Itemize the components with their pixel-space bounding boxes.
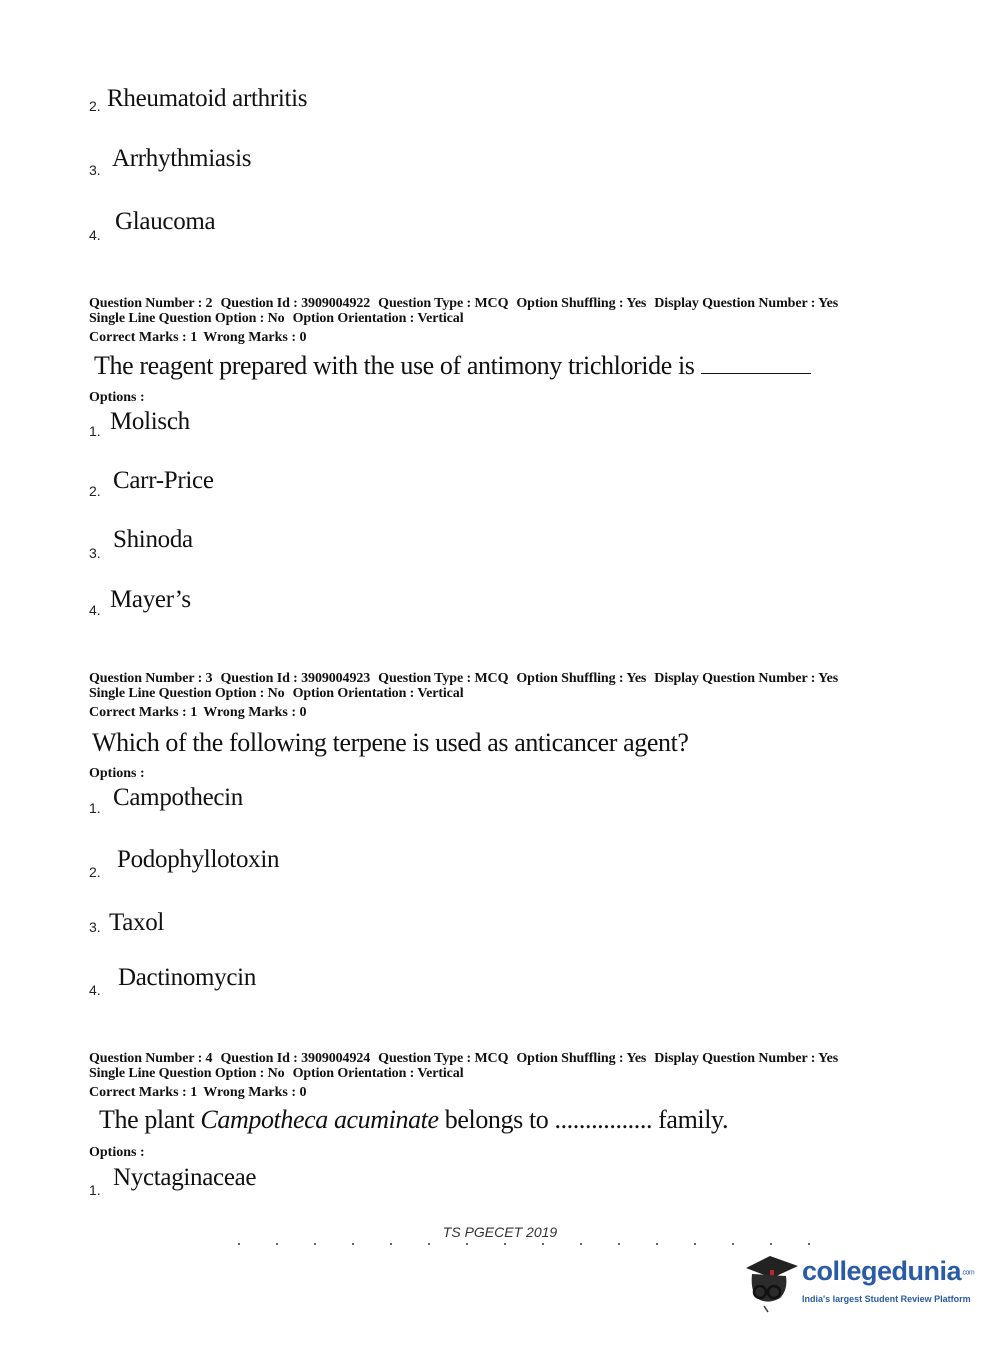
option-text: Dactinomycin <box>118 964 257 991</box>
question-meta: Question Number : 2 Question Id : 3909004922 Question Type : MCQ Option Shuffling : Yes Display Question Number : Yes Single Line Question Option : No Option Orientation : Vertical <box>89 296 839 326</box>
option-number: 2. <box>89 864 101 880</box>
options-label: Options : <box>89 390 145 405</box>
logo-brand: collegedunia.com <box>802 1256 975 1286</box>
question-text: The reagent prepared with the use of antimony trichloride is <box>94 351 811 381</box>
option-number: 4. <box>89 982 101 998</box>
option-text: Nyctaginaceae <box>113 1164 257 1191</box>
option-text: Rheumatoid arthritis <box>107 85 308 112</box>
option-number: 1. <box>89 1182 101 1198</box>
question-text: Which of the following terpene is used as anticancer agent? <box>92 728 689 757</box>
option-number: 3. <box>89 545 101 561</box>
options-label: Options : <box>89 766 145 781</box>
option-text: Campothecin <box>113 784 244 811</box>
option-number: 4. <box>89 602 101 618</box>
option-text: Carr-Price <box>113 467 214 494</box>
option-text: Molisch <box>110 408 190 435</box>
logo-tagline: India's largest Student Review Platform <box>802 1294 971 1304</box>
option-text: Taxol <box>109 909 165 936</box>
collegedunia-logo <box>740 1250 975 1314</box>
question-meta: Question Number : 3 Question Id : 3909004923 Question Type : MCQ Option Shuffling : Yes Display Question Number : Yes Single Line Question Option : No Option Orientation : Vertical <box>89 671 839 701</box>
option-number: 1. <box>89 800 101 816</box>
logo-suffix: .com <box>961 1269 975 1277</box>
answer-blank <box>701 353 811 374</box>
option-text: Arrhythmiasis <box>112 145 252 172</box>
option-text: Podophyllotoxin <box>117 846 280 873</box>
question-text: The plant Campotheca acuminate belongs to ................ family. <box>99 1105 729 1134</box>
page-footer: TS PGECET 2019 <box>442 1224 558 1240</box>
option-number: 2. <box>89 483 101 499</box>
option-text: Shinoda <box>113 526 193 553</box>
question-marks: Correct Marks : 1 Wrong Marks : 0 <box>89 705 307 720</box>
option-text: Glaucoma <box>115 208 216 235</box>
option-text: Mayer’s <box>110 586 191 613</box>
question-marks: Correct Marks : 1 Wrong Marks : 0 <box>89 330 307 345</box>
options-label: Options : <box>89 1145 145 1160</box>
option-number: 2. <box>89 98 101 114</box>
graduate-mascot-icon <box>740 1250 804 1314</box>
option-number: 3. <box>89 919 101 935</box>
option-number: 1. <box>89 423 101 439</box>
plant-name: Campotheca acuminate <box>200 1105 439 1134</box>
footer-divider <box>238 1243 818 1245</box>
option-number: 4. <box>89 227 101 243</box>
question-meta: Question Number : 4 Question Id : 3909004924 Question Type : MCQ Option Shuffling : Yes Display Question Number : Yes Single Line Question Option : No Option Orientation : Vertical <box>89 1051 839 1081</box>
question-marks: Correct Marks : 1 Wrong Marks : 0 <box>89 1085 307 1100</box>
option-number: 3. <box>89 162 101 178</box>
